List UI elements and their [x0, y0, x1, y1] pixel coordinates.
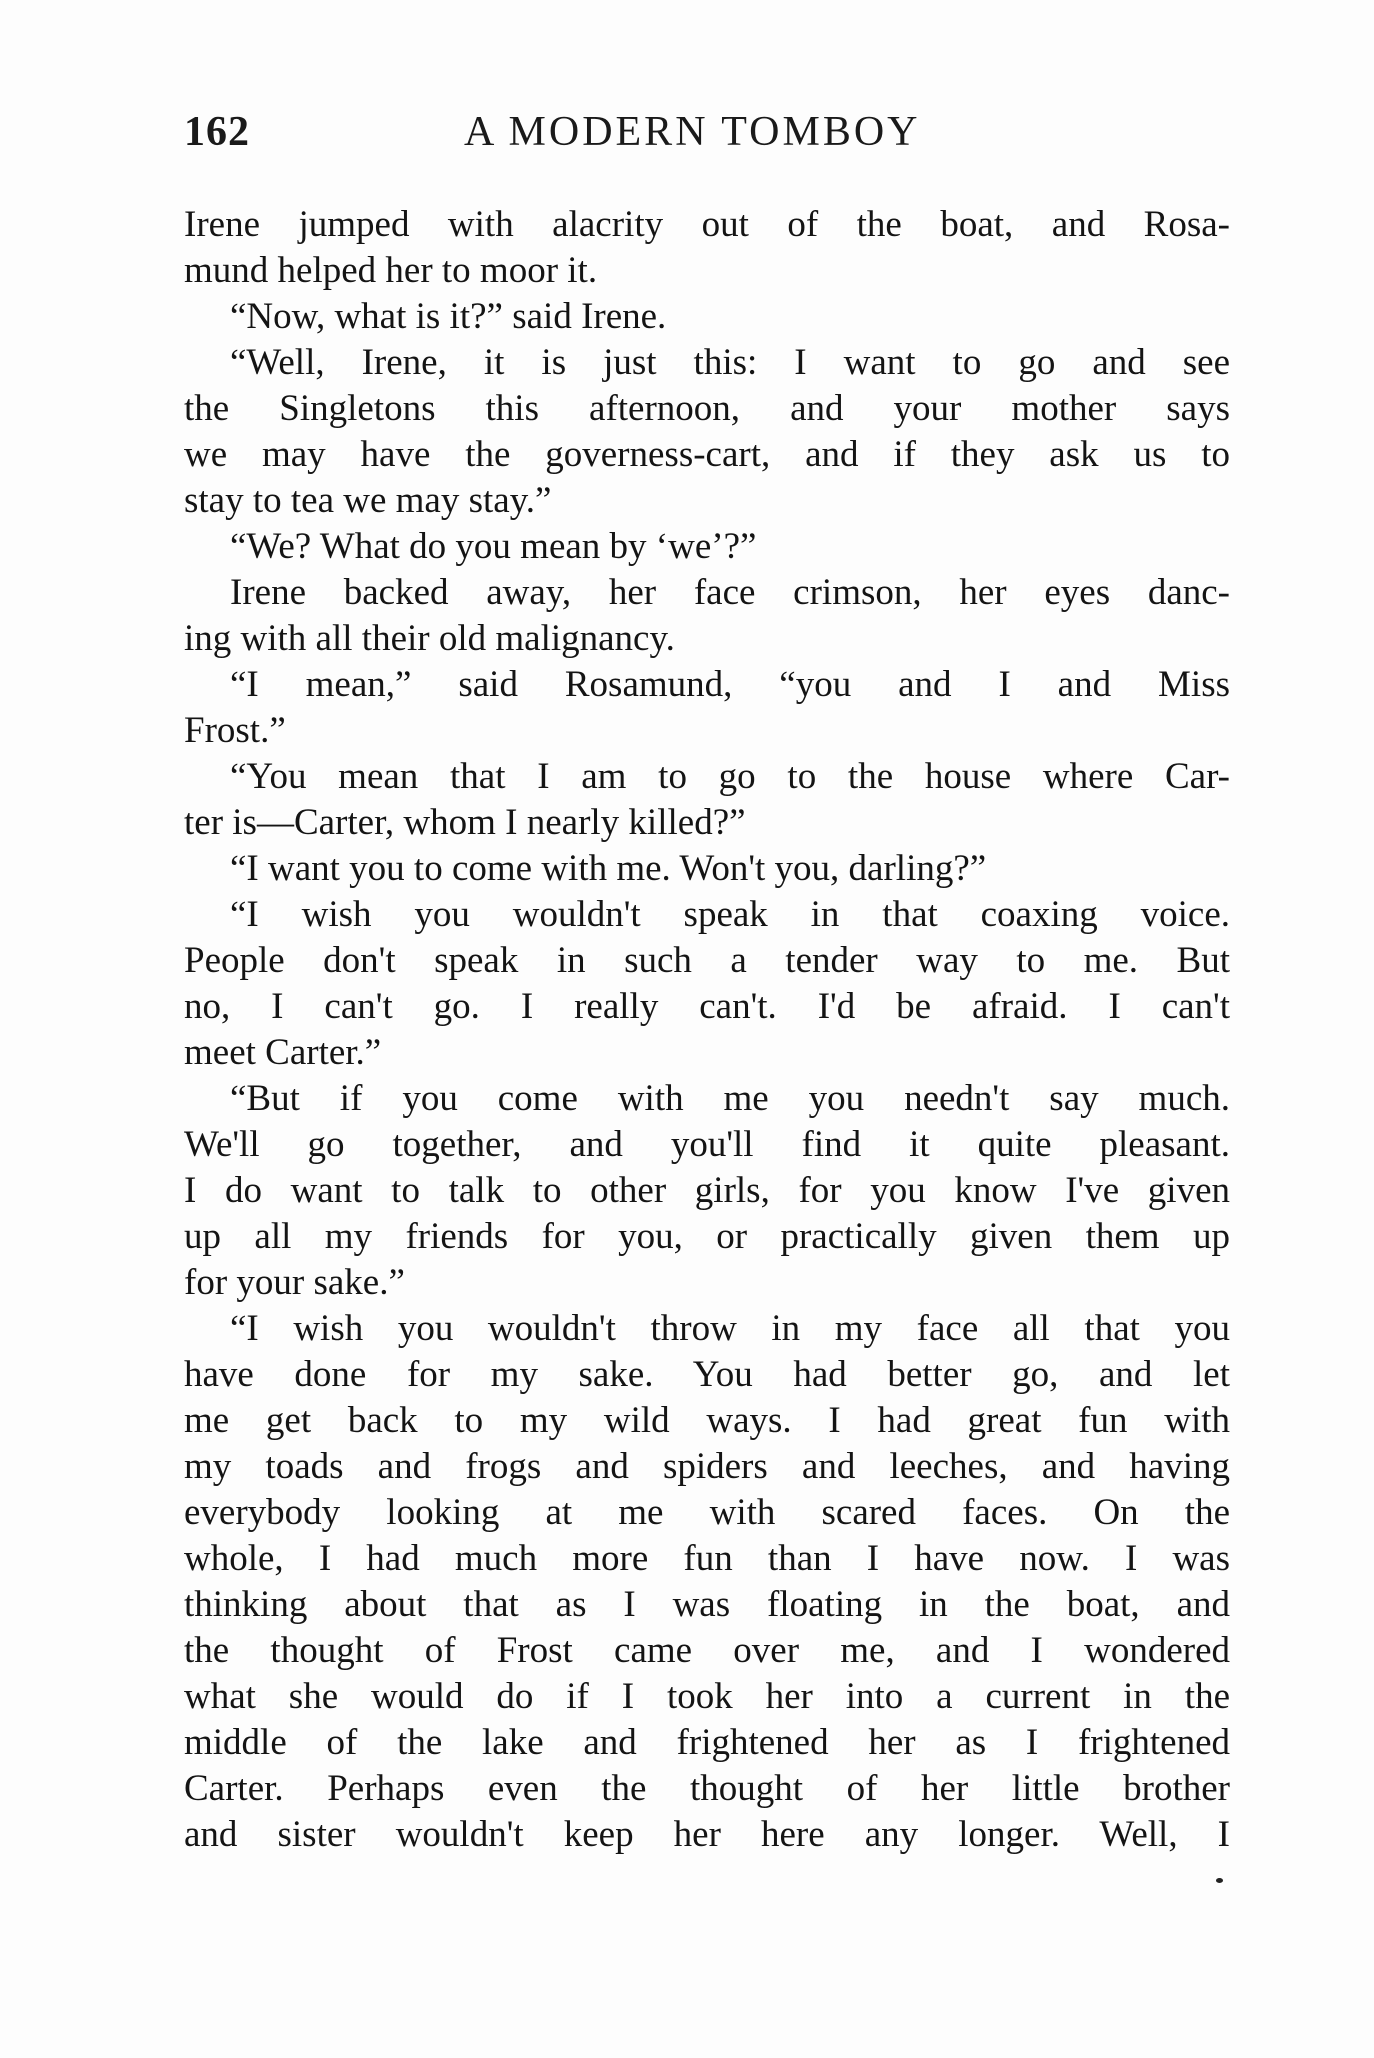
text-line: “I wish you wouldn't throw in my face all that you: [230, 1308, 1230, 1349]
text-line: Irene jumped with alacrity out of the boat, and Rosa-: [184, 204, 1230, 245]
text-line: up all my friends for you, or practically given them up: [184, 1216, 1230, 1257]
text-line: thinking about that as I was floating in the boat, and: [184, 1584, 1230, 1625]
text-line: we may have the governess-cart, and if they ask us to: [184, 434, 1230, 475]
text-line: We'll go together, and you'll find it quite pleasant.: [184, 1124, 1230, 1165]
text-line: Irene backed away, her face crimson, her eyes danc-: [230, 572, 1230, 613]
text-line: “Well, Irene, it is just this: I want to go and see: [230, 342, 1230, 383]
text-line: my toads and frogs and spiders and leeches, and having: [184, 1446, 1230, 1487]
text-line: the thought of Frost came over me, and I wondered: [184, 1630, 1230, 1671]
text-line: me get back to my wild ways. I had great fun with: [184, 1400, 1230, 1441]
text-line: Frost.”: [184, 710, 286, 751]
text-line: meet Carter.”: [184, 1032, 382, 1073]
text-line: whole, I had much more fun than I have now. I was: [184, 1538, 1230, 1579]
text-line: “I mean,” said Rosamund, “you and I and Miss: [230, 664, 1230, 705]
running-title: A MODERN TOMBOY: [464, 109, 921, 155]
text-line: ter is—Carter, whom I nearly killed?”: [184, 802, 746, 843]
text-line: for your sake.”: [184, 1262, 405, 1303]
text-line: the Singletons this afternoon, and your mother says: [184, 388, 1230, 429]
text-line: “You mean that I am to go to the house where Car-: [230, 756, 1230, 797]
text-line: Carter. Perhaps even the thought of her little brother: [184, 1768, 1230, 1809]
text-line: have done for my sake. You had better go, and let: [184, 1354, 1230, 1395]
text-line: “I wish you wouldn't speak in that coaxing voice.: [230, 894, 1230, 935]
text-line: I do want to talk to other girls, for you know I've given: [184, 1170, 1230, 1211]
text-line: stay to tea we may stay.”: [184, 480, 552, 521]
text-line: “I want you to come with me. Won't you, darling?”: [230, 848, 987, 889]
text-line: everybody looking at me with scared faces. On the: [184, 1492, 1230, 1533]
body-text: [184, 202, 1230, 1858]
text-line: ing with all their old malignancy.: [184, 618, 675, 659]
text-line: “We? What do you mean by ‘we’?”: [230, 526, 757, 567]
text-line: mund helped her to moor it.: [184, 250, 598, 291]
text-line: what she would do if I took her into a current in the: [184, 1676, 1230, 1717]
text-line: middle of the lake and frightened her as I frightened: [184, 1722, 1230, 1763]
text-line: “Now, what is it?” said Irene.: [230, 296, 667, 337]
text-line: no, I can't go. I really can't. I'd be afraid. I can't: [184, 986, 1230, 1027]
text-line: and sister wouldn't keep her here any longer. Well, I: [184, 1814, 1230, 1855]
page-number: 162: [184, 109, 250, 155]
ink-speck: [1216, 1878, 1223, 1883]
text-line: “But if you come with me you needn't say much.: [230, 1078, 1230, 1119]
text-line: People don't speak in such a tender way to me. But: [184, 940, 1230, 981]
running-head: [184, 108, 1230, 164]
